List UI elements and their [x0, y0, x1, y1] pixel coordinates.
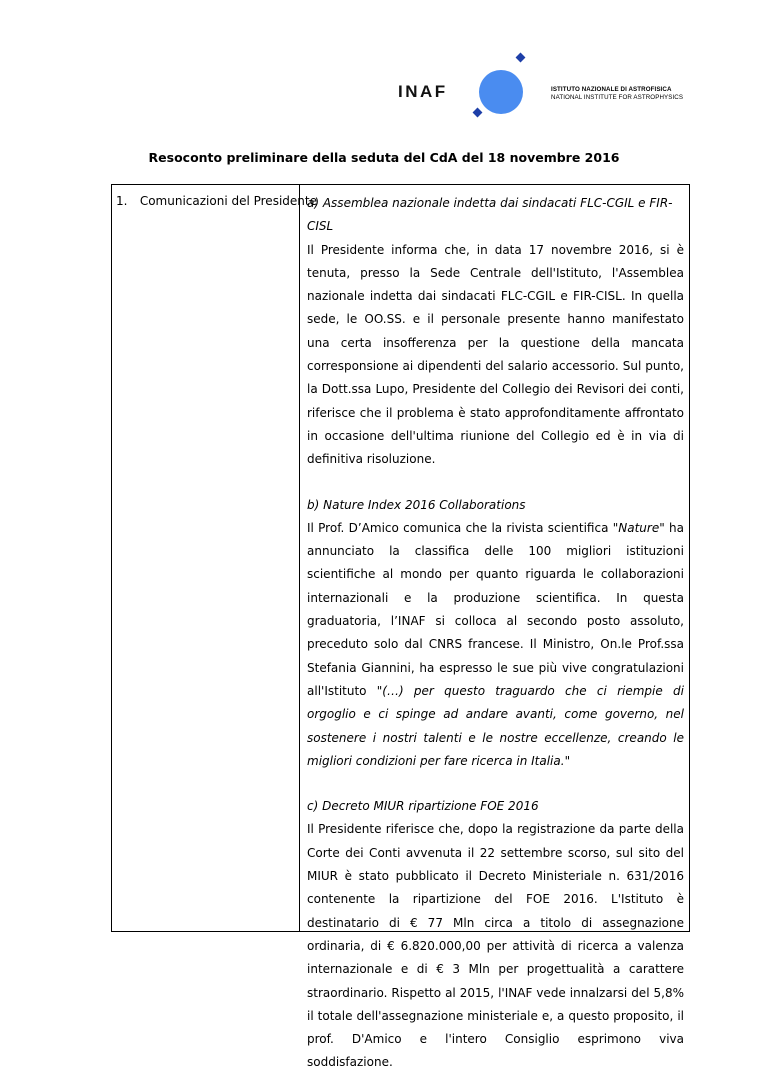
agenda-item-number: 1.	[116, 194, 128, 208]
section-b-quote: (…) per questo traguardo che ci riempie di orgoglio e ci spinge ad andare avanti, come governo, nel sostenere i nostri talenti e le nostre eccellenze, creando le migliori condizioni per fare ricerca in Italia.	[307, 683, 684, 768]
minutes-table	[111, 184, 690, 1070]
section-b-heading: b) Nature Index 2016 Collaborations	[307, 497, 526, 512]
section-b-nature-word: Nature	[618, 520, 660, 535]
institute-name-it: ISTITUTO NAZIONALE DI ASTROFISICA	[551, 86, 672, 93]
agenda-item-cell	[116, 194, 317, 208]
document-title: Resoconto preliminare della seduta del CdA del 18 novembre 2016	[148, 150, 620, 165]
section-c-heading: c) Decreto MIUR ripartizione FOE 2016	[307, 799, 539, 814]
section-b-body-mid: " ha annunciato la classifica delle 100 migliori istituzioni scientifiche al mondo per quanto riguarda le collaborazioni internazionali e la produzione scientifica. In questa graduatoria, l’INAF si colloca al secondo posto assoluto, preceduto solo dal CNRS francese. Il Ministro, On.le Prof.ssa Stefania Giannini, ha espresso le sue più vive congratulazioni all'Istituto "	[307, 520, 684, 698]
logo-diamond-bottom	[473, 108, 483, 118]
column-divider	[299, 185, 300, 931]
section-b-body-pre: Il Prof. D’Amico comunica che la rivista scientifica "	[307, 520, 619, 535]
institute-name-en: NATIONAL INSTITUTE FOR ASTROPHYSICS	[551, 94, 684, 101]
section-a-body: Il Presidente informa che, in data 17 novembre 2016, si è tenuta, presso la Sede Centrale dell'Istituto, l'Assemblea nazionale indetta dai sindacati FLC-CGIL e FIR-CISL. In quella sede, le OO.SS. e il personale presente hanno manifestato una certa insofferenza per la questione della mancata corresponsione ai dipendenti del salario accessorio. Sul punto, la Dott.ssa Lupo, Presidente del Collegio dei Revisori dei conti, riferisce che il problema è stato approfonditamente affrontato in occasione dell'ultima riunione del Collegio ed è in via di definitiva risoluzione.	[307, 242, 684, 467]
logo-text: INAF	[398, 82, 448, 101]
agenda-item-label: Comunicazioni del Presidente	[139, 194, 317, 208]
section-c-body: Il Presidente riferisce che, dopo la registrazione da parte della Corte dei Conti avvenuta il 22 settembre scorso, sul sito del MIUR è stato pubblicato il Decreto Ministeriale n. 631/2016 contenente la ripartizione del FOE 2016. L'Istituto è destinatario di € 77 Mln circa a titolo di assegnazione ordinaria, di € 6.820.000,00 per attività di ricerca a valenza internazionale e di € 3 Mln per progettualità a carattere straordinario. Rispetto al 2015, l'INAF vede innalzarsi del 5,8% il totale dell'assegnazione ministeriale e, a questo proposito, il prof. D'Amico e l'intero Consiglio esprimono viva soddisfazione.	[307, 822, 684, 1070]
section-b-body-end: "	[564, 753, 571, 768]
section-b-body	[307, 517, 684, 773]
agenda-item-content	[307, 192, 684, 1075]
logo-circle	[479, 70, 523, 114]
section-a-heading: a) Assemblea nazionale indetta dai sindacati FLC-CGIL e FIR-CISL	[307, 196, 673, 234]
logo-diamond-top	[516, 53, 526, 63]
